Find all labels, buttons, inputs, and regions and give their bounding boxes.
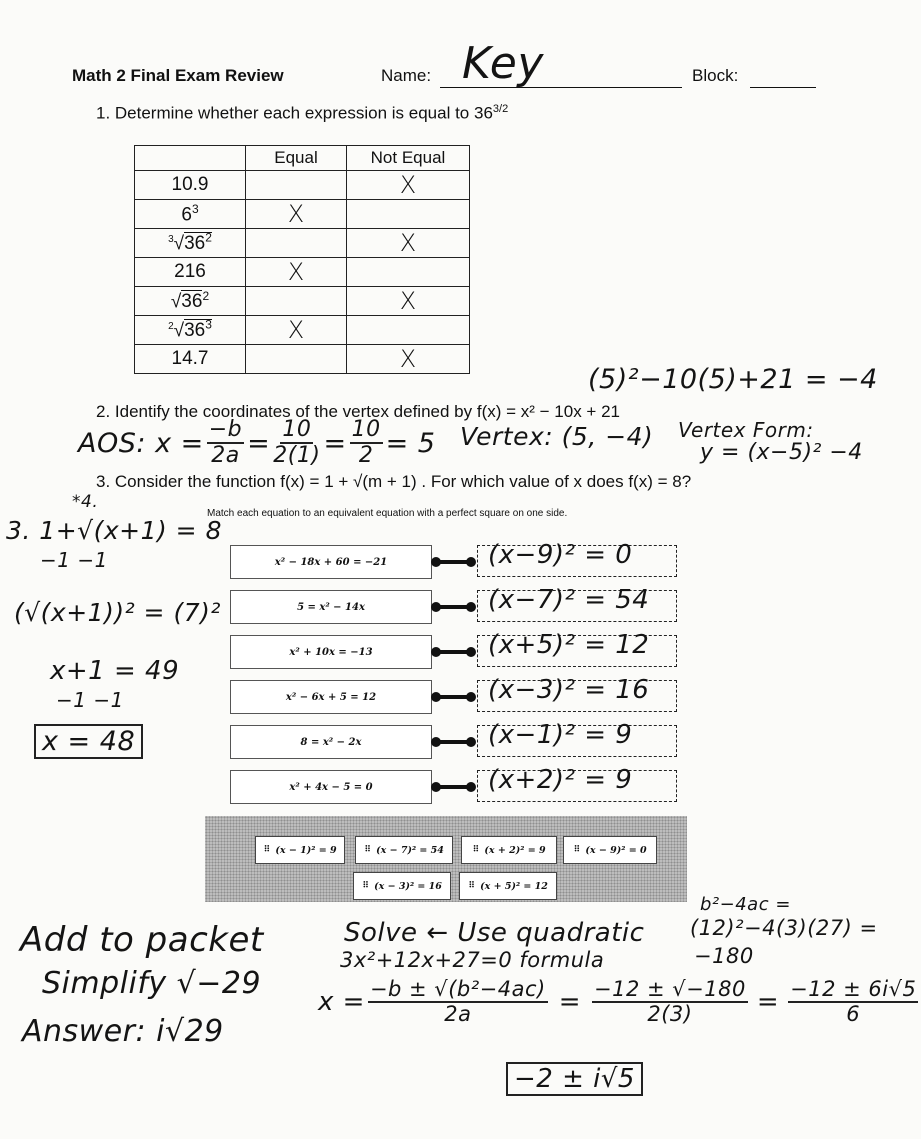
- table-header-row: [135, 146, 470, 171]
- equal-mark: X: [287, 258, 305, 286]
- table-row: [135, 287, 470, 316]
- page-title: Math 2 Final Exam Review: [72, 66, 284, 85]
- match-connector[interactable]: [431, 557, 476, 567]
- q3-work-line-5: −1 −1: [56, 688, 124, 712]
- expression-cell: $^2√36^3$: [135, 316, 246, 345]
- table-row: [135, 229, 470, 258]
- table-row: [135, 200, 470, 229]
- match-connector[interactable]: [431, 737, 476, 747]
- answer-drop-box[interactable]: (x+2)² = 9: [477, 770, 677, 802]
- quadratic-formula-work: x = $\frac{\text{−b ± √(b²−4ac)}}{2a}$ = $\frac{-12 \pm √-180}{2(3)}$ = $\frac{-12 \pm 6i√5}{6}$: [318, 977, 917, 1027]
- name-label: Name:: [381, 66, 432, 85]
- answer-tile[interactable]: ⠿ (x − 9)² = 0: [563, 836, 657, 864]
- answer-drop-box[interactable]: (x+5)² = 12: [477, 635, 677, 667]
- table-row: [135, 316, 470, 345]
- drag-handle-icon: ⠿: [468, 881, 475, 891]
- expression-cell: $√36^2$: [135, 287, 246, 316]
- packet-note-2: Simplify √−29: [42, 966, 262, 1001]
- question-2-prompt: 2. Identify the coordinates of the vertex defined by f(x) = x² − 10x + 21: [96, 402, 620, 421]
- q2-vertex-form-label: Vertex Form:: [678, 418, 814, 442]
- q3-answer: x = 48: [34, 724, 143, 759]
- answer-drop-box[interactable]: (x−7)² = 54: [477, 590, 677, 622]
- match-instructions: Match each equation to an equivalent equation with a perfect square on one side.: [207, 508, 568, 519]
- drag-handle-icon: ⠿: [573, 845, 580, 855]
- table-header-cell: Equal: [246, 146, 347, 171]
- solve-note-2: 3x²+12x+27=0 formula: [340, 948, 605, 972]
- table-row: [135, 345, 470, 374]
- q3-work-line-3: (√(x+1))² = (7)²: [14, 598, 221, 627]
- match-connector[interactable]: [431, 602, 476, 612]
- table-header-cell: [135, 146, 246, 171]
- expression-cell: 14.7: [135, 345, 246, 374]
- not-equal-mark: X: [399, 229, 417, 257]
- q3-work-line-1: 3. 1+√(x+1) = 8: [6, 516, 222, 545]
- table-header-cell: Not Equal: [347, 146, 470, 171]
- not-equal-mark: X: [399, 287, 417, 315]
- not-equal-mark: X: [399, 345, 417, 373]
- packet-note-1: Add to packet: [20, 920, 264, 960]
- drag-handle-icon: ⠿: [472, 845, 479, 855]
- equal-mark: X: [287, 316, 305, 344]
- q2-aos-work: AOS: x = $\frac{-b}{2a}$ = $\frac{10}{2(1)}$ = $\frac{10}{2}$ = 5: [78, 417, 436, 469]
- drag-handle-icon: ⠿: [263, 845, 270, 855]
- answer-tile-bank: [205, 816, 687, 902]
- answer-tile[interactable]: ⠿ (x + 2)² = 9: [461, 836, 557, 864]
- discriminant-note-3: −180: [694, 944, 754, 968]
- match-connector[interactable]: [431, 692, 476, 702]
- q2-vertex: Vertex: (5, −4): [460, 422, 654, 451]
- equation-box: x² + 10x = −13: [230, 635, 432, 669]
- block-line: [750, 87, 816, 88]
- answer-tile[interactable]: ⠿ (x − 3)² = 16: [353, 872, 451, 900]
- expression-cell: $^3√36^2$: [135, 229, 246, 258]
- question-4-label: *4.: [72, 492, 99, 512]
- answer-drop-box[interactable]: (x−9)² = 0: [477, 545, 677, 577]
- q2-vertex-form: y = (x−5)² −4: [700, 440, 863, 465]
- packet-note-3: Answer: i√29: [22, 1014, 224, 1049]
- expression-cell: $6^3$: [135, 200, 246, 229]
- answer-tile[interactable]: ⠿ (x − 7)² = 54: [355, 836, 453, 864]
- table-row: [135, 171, 470, 200]
- table-row: [135, 258, 470, 287]
- q2-check-work: (5)²−10(5)+21 = −4: [588, 364, 878, 395]
- equation-box: x² − 18x + 60 = −21: [230, 545, 432, 579]
- answer-drop-box[interactable]: (x−3)² = 16: [477, 680, 677, 712]
- q3-work-line-2: −1 −1: [40, 548, 108, 572]
- answer-drop-box[interactable]: (x−1)² = 9: [477, 725, 677, 757]
- equation-box: x² + 4x − 5 = 0: [230, 770, 432, 804]
- q1-table: [134, 145, 470, 374]
- expression-cell: 216: [135, 258, 246, 287]
- block-label: Block:: [692, 66, 739, 85]
- solve-note-1: Solve ← Use quadratic: [344, 918, 645, 948]
- not-equal-mark: X: [399, 171, 417, 199]
- expression-cell: 10.9: [135, 171, 246, 200]
- final-answer: −2 ± i√5: [506, 1062, 643, 1096]
- answer-tile[interactable]: ⠿ (x + 5)² = 12: [459, 872, 557, 900]
- drag-handle-icon: ⠿: [362, 881, 369, 891]
- drag-handle-icon: ⠿: [364, 845, 371, 855]
- equation-box: 5 = x² − 14x: [230, 590, 432, 624]
- question-1-prompt: 1. Determine whether each expression is equal to $36^{3/2}$: [96, 103, 509, 123]
- equation-box: x² − 6x + 5 = 12: [230, 680, 432, 714]
- discriminant-note-1: b²−4ac =: [700, 894, 791, 915]
- equation-box: 8 = x² − 2x: [230, 725, 432, 759]
- discriminant-note-2: (12)²−4(3)(27) =: [690, 916, 878, 940]
- name-value: Key: [462, 38, 544, 89]
- question-3-prompt: 3. Consider the function f(x) = 1 + √(m + 1) . For which value of x does f(x) = 8?: [96, 472, 692, 491]
- equal-mark: X: [287, 200, 305, 228]
- q3-work-line-4: x+1 = 49: [50, 656, 180, 686]
- answer-tile[interactable]: ⠿ (x − 1)² = 9: [255, 836, 345, 864]
- match-connector[interactable]: [431, 647, 476, 657]
- match-connector[interactable]: [431, 782, 476, 792]
